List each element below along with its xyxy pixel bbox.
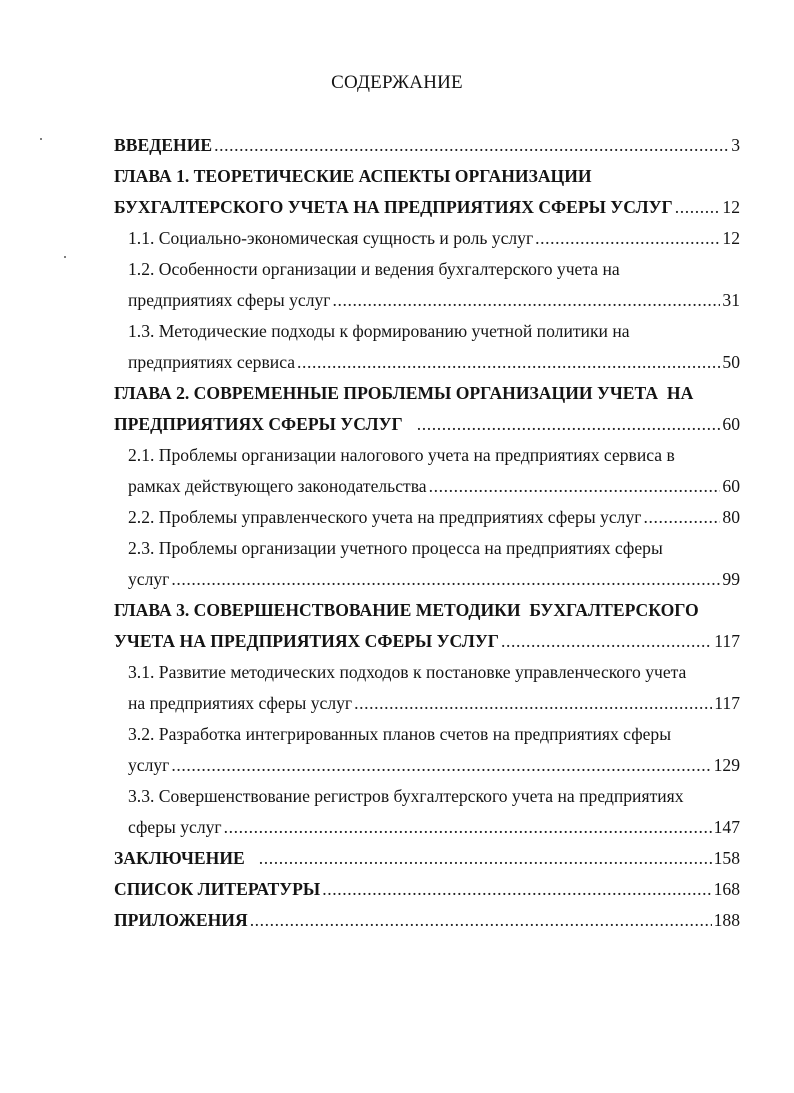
toc-entry-section-2-3[interactable]: [114, 533, 740, 564]
toc-page-number: 80: [722, 507, 740, 527]
page-title: СОДЕРЖАНИЕ: [331, 72, 463, 93]
toc-entry-section-3-2-cont[interactable]: [114, 750, 740, 781]
toc-entry-section-2-2[interactable]: [114, 502, 740, 533]
toc-page-number: 99: [722, 569, 740, 589]
dot-leader: [535, 223, 720, 254]
toc-entry-title: 2.2. Проблемы управленческого учета на предприятиях сферы услуг: [128, 507, 642, 527]
dot-leader: [501, 626, 712, 657]
toc-page-number: 50: [722, 352, 740, 372]
toc-entry-title-cont: предприятиях сферы услуг: [128, 290, 331, 310]
dot-leader: [417, 409, 721, 440]
toc-entry-title-cont: сферы услуг: [128, 817, 222, 837]
toc-page-number: 147: [713, 817, 740, 837]
toc-entry-title: 1.1. Социально-экономическая сущность и роль услуг: [128, 228, 534, 248]
toc-page-number: 117: [714, 693, 740, 713]
toc-entry-section-3-3[interactable]: [114, 781, 740, 812]
toc-entry-section-1-3-cont[interactable]: [114, 347, 740, 378]
toc-entry-title: ГЛАВА 1. ТЕОРЕТИЧЕСКИЕ АСПЕКТЫ ОРГАНИЗАЦИИ: [114, 166, 592, 186]
toc-entry-title-cont: УЧЕТА НА ПРЕДПРИЯТИЯХ СФЕРЫ УСЛУГ: [114, 631, 500, 651]
dot-leader: [214, 130, 729, 161]
dot-leader: [429, 471, 721, 502]
dot-leader: [322, 874, 711, 905]
toc-entry-title: 2.3. Проблемы организации учетного процесса на предприятиях сферы: [128, 538, 663, 558]
toc-entry-section-3-1[interactable]: [114, 657, 740, 688]
toc-entry-section-1-3[interactable]: [114, 316, 740, 347]
toc-entry-title-cont: ПРЕДПРИЯТИЯХ СФЕРЫ УСЛУГ: [114, 414, 403, 434]
toc-entry-appendices[interactable]: [114, 905, 740, 936]
toc-page-number: 12: [722, 197, 740, 217]
toc-page-number: 12: [722, 228, 740, 248]
toc-entry-title-cont: предприятиях сервиса: [128, 352, 296, 372]
toc-entry-section-2-3-cont[interactable]: [114, 564, 740, 595]
toc-entry-introduction[interactable]: [114, 130, 740, 161]
toc-entry-bibliography[interactable]: [114, 874, 740, 905]
toc-entry-title: ГЛАВА 2. СОВРЕМЕННЫЕ ПРОБЛЕМЫ ОРГАНИЗАЦИИ УЧЕТА НА: [114, 383, 694, 403]
table-of-contents: [114, 130, 740, 936]
toc-entry-title: ЗАКЛЮЧЕНИЕ: [114, 848, 245, 868]
toc-page-number: 60: [722, 476, 740, 496]
dot-leader: [250, 905, 712, 936]
toc-entry-title: 3.2. Разработка интегрированных планов счетов на предприятиях сферы: [128, 724, 672, 744]
toc-page-number: 168: [713, 879, 740, 899]
toc-entry-chapter-1[interactable]: [114, 161, 740, 192]
scan-speck: [64, 256, 66, 258]
toc-entry-title-cont: БУХГАЛТЕРСКОГО УЧЕТА НА ПРЕДПРИЯТИЯХ СФЕРЫ УСЛУГ: [114, 197, 673, 217]
dot-leader: [643, 502, 720, 533]
toc-entry-section-2-1-cont[interactable]: [114, 471, 740, 502]
dot-leader: [675, 192, 721, 223]
toc-entry-title: ПРИЛОЖЕНИЯ: [114, 910, 248, 930]
toc-entry-title: 1.3. Методические подходы к формированию учетной политики на: [128, 321, 630, 341]
toc-page-number: 129: [713, 755, 740, 775]
toc-entry-title: 3.1. Развитие методических подходов к постановке управленческого учета: [128, 662, 687, 682]
toc-page-number: 117: [714, 631, 740, 651]
toc-entry-title: 2.1. Проблемы организации налогового учета на предприятиях сервиса в: [128, 445, 675, 465]
toc-entry-title: СПИСОК ЛИТЕРАТУРЫ: [114, 879, 321, 899]
toc-page-number: 60: [722, 414, 740, 434]
dot-leader: [354, 688, 712, 719]
toc-page-number: 188: [713, 910, 740, 930]
toc-entry-title-cont: рамках действующего законодательства: [128, 476, 427, 496]
toc-entry-section-1-2[interactable]: [114, 254, 740, 285]
toc-entry-conclusion[interactable]: [114, 843, 740, 874]
toc-entry-section-3-3-cont[interactable]: [114, 812, 740, 843]
toc-entry-section-1-1[interactable]: [114, 223, 740, 254]
toc-entry-chapter-2[interactable]: [114, 378, 740, 409]
toc-entry-chapter-3-cont[interactable]: [114, 626, 740, 657]
toc-entry-title: ГЛАВА 3. СОВЕРШЕНСТВОВАНИЕ МЕТОДИКИ БУХГАЛТЕРСКОГО: [114, 600, 699, 620]
toc-page-number: 31: [722, 290, 740, 310]
toc-entry-title: 1.2. Особенности организации и ведения бухгалтерского учета на: [128, 259, 620, 279]
scan-speck: [40, 138, 42, 140]
dot-leader: [224, 812, 712, 843]
toc-entry-title-cont: услуг: [128, 569, 170, 589]
toc-entry-chapter-1-cont[interactable]: [114, 192, 740, 223]
toc-entry-title: 3.3. Совершенствование регистров бухгалтерского учета на предприятиях: [128, 786, 684, 806]
toc-page-number: 3: [731, 135, 740, 155]
toc-entry-title-cont: на предприятиях сферы услуг: [128, 693, 353, 713]
dot-leader: [171, 564, 720, 595]
dot-leader: [297, 347, 720, 378]
dot-leader: [259, 843, 712, 874]
toc-entry-section-2-1[interactable]: [114, 440, 740, 471]
toc-entry-title-cont: услуг: [128, 755, 170, 775]
toc-entry-section-1-2-cont[interactable]: [114, 285, 740, 316]
toc-entry-chapter-3[interactable]: [114, 595, 740, 626]
toc-entry-section-3-2[interactable]: [114, 719, 740, 750]
toc-entry-section-3-1-cont[interactable]: [114, 688, 740, 719]
dot-leader: [171, 750, 711, 781]
toc-entry-title: ВВЕДЕНИЕ: [114, 135, 213, 155]
toc-entry-chapter-2-cont[interactable]: [114, 409, 740, 440]
dot-leader: [333, 285, 721, 316]
toc-page-number: 158: [713, 848, 740, 868]
